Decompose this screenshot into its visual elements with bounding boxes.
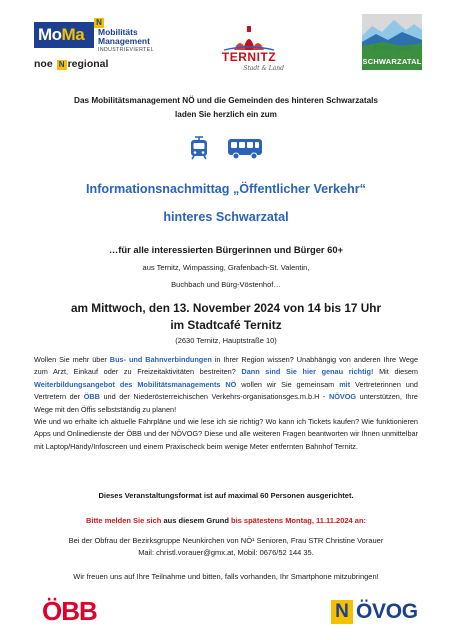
mobilitaetsmanagement-logo	[34, 18, 166, 74]
contact-person: Bei der Obfrau der Bezirksgruppe Neunkirchen von NÖ¹ Senioren, Frau STR Christine Vorauer	[68, 536, 384, 545]
contact-details: Mail: christl.vorauer@gmx.at, Mobil: 0676/52 144 35.	[138, 548, 314, 557]
event-venue: im Stadtcafé Ternitz	[170, 318, 282, 332]
noe-regional-logo: noe N regional	[34, 58, 109, 70]
capacity-note: Dieses Veranstaltungsformat ist auf maximal 60 Personen ausgerichtet.	[98, 491, 354, 500]
noe-n-badge: N	[94, 18, 104, 28]
moma-wordmark: MoMa	[34, 22, 94, 48]
intro-line-2: laden Sie herzlich ein zum	[175, 110, 277, 119]
event-title-line-1: Informationsnachmittag „Öffentlicher Verkehr“	[86, 182, 366, 196]
obb-logo: ÖBB	[42, 596, 97, 626]
event-date: am Mittwoch, den 13. November 2024 von 14 bis 17 Uhr	[70, 301, 382, 315]
header-logos	[0, 14, 452, 76]
moma-caption: Mobilitäts Management INDUSTRIEVIERTEL	[98, 27, 154, 53]
kleinregion-mountain-icon: Kleinregion	[362, 14, 422, 54]
bus-icon	[227, 136, 263, 160]
registration-deadline: Bitte melden Sie sich aus diesem Grund bis spätestens Montag, 11.11.2024 an:	[85, 516, 367, 525]
audience-headline: …für alle interessierten Bürgerinnen und Bürger 60+	[108, 244, 344, 255]
noevog-logo	[331, 598, 423, 626]
tram-icon	[187, 136, 211, 160]
transport-icons	[187, 136, 267, 160]
noevog-wordmark: ÖVOG	[356, 600, 418, 623]
ternitz-logo: TERNITZ Stadt & Land	[210, 24, 288, 76]
closing-note: Wir freuen uns auf Ihre Teilnahme und bitten, falls vorhanden, Ihr Smartphone mitzubringen!	[73, 572, 379, 581]
ternitz-crest-icon	[210, 24, 288, 52]
places-line-1: aus Ternitz, Wimpassing, Grafenbach-St. Valentin,	[142, 263, 310, 272]
description-paragraph-1: Wollen Sie mehr über Bus- und Bahnverbindungen in Ihrer Region wissen? Unabhängig von anderen Ihre Wege zum Arzt, Einkauf oder zu Freizeitaktivitäten bestreiten? Dann sind Sie hier genau richtig! Mit diesem Weiterbildungsangebot des Mobilitätsmanagements NÖ wollen wir Sie gemeinsam mit Vertreterinnen und Vertretern der ÖBB und der Niederösterreichischen Verkehrs-organisationsges.m.b.H - NÖVOG unterstützen, Ihre Wege mit den Öffis selbstständig zu planen!	[34, 355, 418, 414]
event-title-line-2: hinteres Schwarzatal	[163, 210, 289, 224]
invitation-intro	[0, 94, 452, 122]
places-line-2: Buchbach und Bürg-Vöstenhof…	[171, 280, 281, 289]
description-paragraph-2: Wie und wo erhalte ich aktuelle Fahrpläne und wie lese ich sie richtig? Wo kann ich Tickets kaufen? Wie funktionieren Apps und Onlinedienste der ÖBB und der NÖVOG? Diese und alle weiteren Fragen beantworten wir Ihnen unmittelbar mit Laptop/Handy/Infoscreen und einem Praxischeck beim wenige Meter entfernten Bahnhof Ternitz.	[34, 417, 418, 451]
event-address: (2630 Ternitz, Hauptstraße 10)	[175, 336, 277, 345]
kleinregion-schwarzatal-logo: Kleinregion SCHWARZATAL	[362, 14, 422, 72]
intro-line-1: Das Mobilitätsmanagement NÖ und die Gemeinden des hinteren Schwarzatals	[74, 96, 378, 105]
noevog-n-badge: N	[331, 600, 353, 624]
